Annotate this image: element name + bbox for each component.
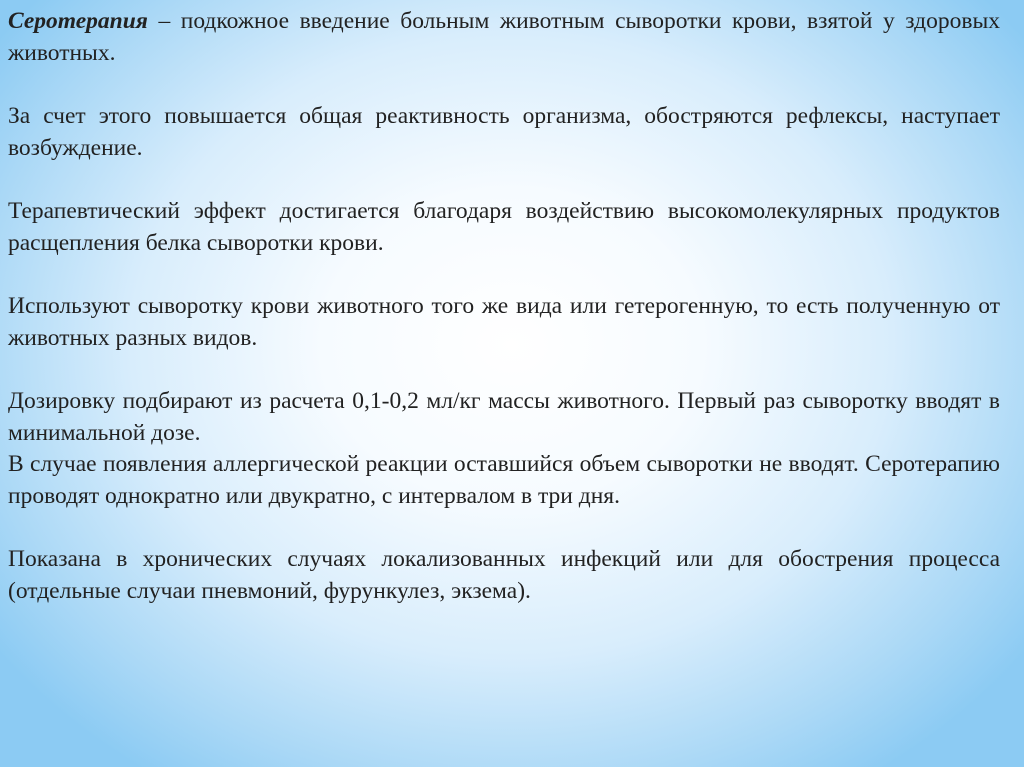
paragraph-reactivity: За счет этого повышается общая реактивность организма, обостряются рефлексы, наступает возбуждение.: [8, 103, 1000, 161]
paragraph-gap: [8, 69, 1000, 101]
paragraph-gap: [8, 259, 1000, 291]
definition-text: – подкожное введение больным животным сыворотки крови, взятой у здоровых животных.: [8, 8, 1000, 66]
paragraph-dosage: Дозировку подбирают из расчета 0,1-0,2 мл/кг массы животного. Первый раз сыворотку вводят в минимальной дозе.: [8, 388, 1000, 446]
paragraph-definition: [8, 6, 1000, 69]
paragraph-allergy: В случае появления аллергической реакции оставшийся объем сыворотки не вводят. Серотерапию проводят однократно или двукратно, с интервалом в три дня.: [8, 451, 1000, 509]
term-serotherapy: Серотерапия: [8, 8, 148, 34]
slide-text-body: [8, 6, 1000, 607]
paragraph-indications: Показана в хронических случаях локализованных инфекций или для обострения процесса (отдельные случаи пневмоний, фурункулез, экзема).: [8, 546, 1000, 604]
paragraph-therapeutic-effect: Терапевтический эффект достигается благодаря воздействию высокомолекулярных продуктов расщепления белка сыворотки крови.: [8, 198, 1000, 256]
paragraph-gap: [8, 512, 1000, 544]
paragraph-serum-source: Используют сыворотку крови животного того же вида или гетерогенную, то есть полученную от животных разных видов.: [8, 293, 1000, 351]
paragraph-gap: [8, 164, 1000, 196]
paragraph-gap: [8, 354, 1000, 386]
